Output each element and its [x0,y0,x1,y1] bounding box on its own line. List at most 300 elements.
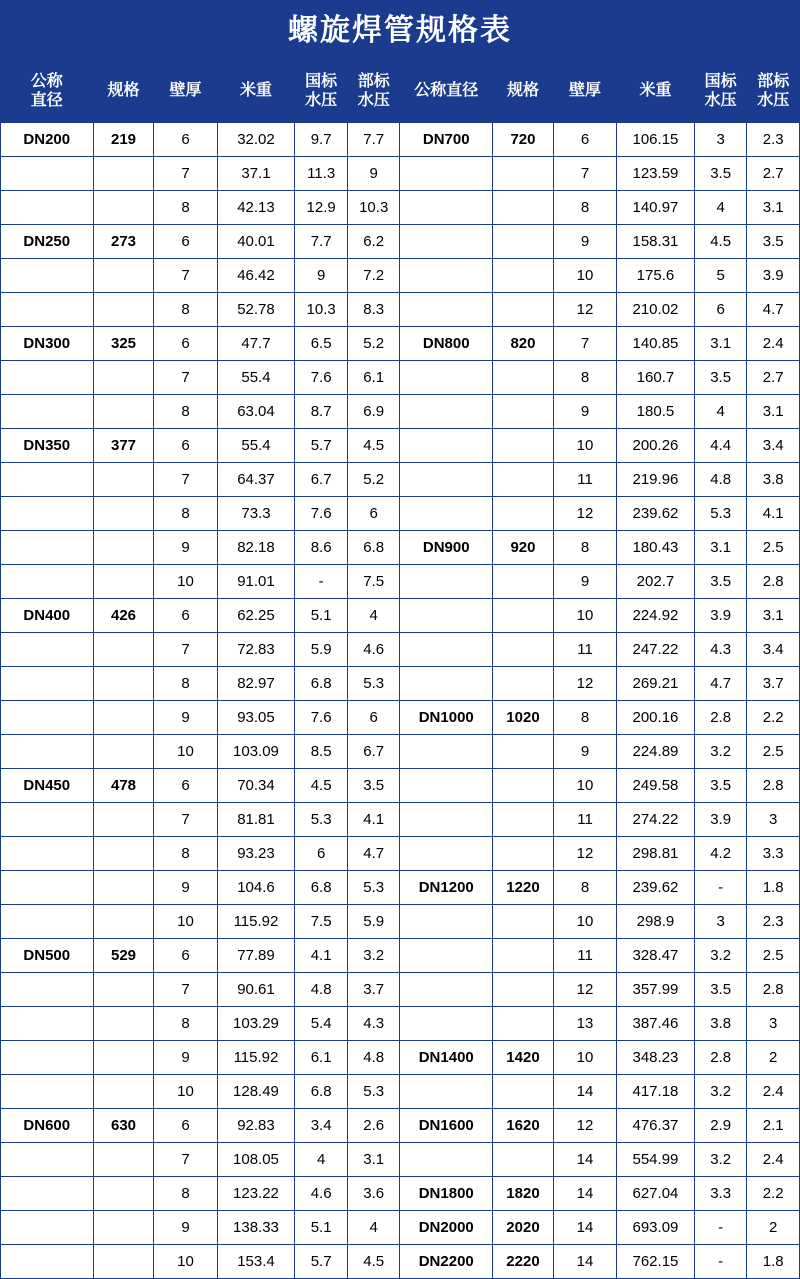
cell-gb-left: 6.7 [295,463,348,497]
cell-wt-left: 64.37 [217,463,295,497]
cell-dn-right [400,497,493,531]
cell-size-right: 1820 [493,1177,554,1211]
cell-bb-left: 3.1 [347,1143,400,1177]
cell-wt-right: 328.47 [617,939,695,973]
cell-bb-left: 6 [347,497,400,531]
table-row [1,1245,800,1279]
cell-dn-right: DN1600 [400,1109,493,1143]
cell-wall-right: 9 [553,735,616,769]
cell-dn-right [400,735,493,769]
cell-bb-right: 2 [747,1041,800,1075]
table-row [1,1007,800,1041]
header-bb-pressure-left [347,61,400,123]
cell-bb-right: 3.9 [747,259,800,293]
cell-wall-left: 6 [154,225,217,259]
page-title: 螺旋焊管规格表 [0,0,800,60]
cell-dn-left: DN350 [1,429,94,463]
cell-dn-left [1,463,94,497]
cell-wt-right: 200.26 [617,429,695,463]
cell-size-left [93,701,154,735]
cell-wall-right: 7 [553,327,616,361]
table-row [1,1211,800,1245]
cell-wt-right: 106.15 [617,123,695,157]
cell-wt-left: 90.61 [217,973,295,1007]
cell-bb-right: 3.1 [747,395,800,429]
cell-wt-left: 108.05 [217,1143,295,1177]
cell-gb-left: 9 [295,259,348,293]
cell-wt-left: 103.29 [217,1007,295,1041]
cell-dn-right [400,769,493,803]
cell-wt-right: 762.15 [617,1245,695,1279]
cell-wall-right: 6 [553,123,616,157]
cell-wall-left: 9 [154,871,217,905]
cell-size-right: 720 [493,123,554,157]
cell-bb-left: 4.1 [347,803,400,837]
header-line1: 壁厚 [169,82,202,100]
cell-bb-right: 2.4 [747,1075,800,1109]
cell-size-left: 630 [93,1109,154,1143]
cell-gb-right: 3.5 [694,769,747,803]
cell-wt-left: 62.25 [217,599,295,633]
cell-bb-right: 2.5 [747,531,800,565]
table-row [1,599,800,633]
table-row [1,667,800,701]
header-line1: 米重 [239,82,272,100]
cell-gb-right: 5 [694,259,747,293]
header-size-right [493,61,554,123]
cell-size-right [493,395,554,429]
cell-bb-left: 6.8 [347,531,400,565]
cell-gb-left: 4.8 [295,973,348,1007]
cell-wt-left: 63.04 [217,395,295,429]
cell-wt-right: 224.89 [617,735,695,769]
cell-dn-right: DN800 [400,327,493,361]
cell-size-right [493,939,554,973]
cell-wall-left: 8 [154,293,217,327]
cell-wall-right: 14 [553,1075,616,1109]
cell-gb-right: 2.8 [694,701,747,735]
cell-dn-right [400,1075,493,1109]
cell-bb-left: 5.2 [347,327,400,361]
table-row [1,225,800,259]
cell-bb-right: 3 [747,1007,800,1041]
cell-wall-right: 11 [553,463,616,497]
cell-wt-right: 180.43 [617,531,695,565]
cell-size-right [493,497,554,531]
cell-wt-left: 32.02 [217,123,295,157]
cell-wt-right: 298.81 [617,837,695,871]
table-row [1,157,800,191]
cell-dn-right [400,259,493,293]
cell-gb-left: 6.8 [295,871,348,905]
table-row [1,395,800,429]
cell-wall-left: 7 [154,259,217,293]
table-row [1,497,800,531]
cell-gb-left: 8.5 [295,735,348,769]
cell-wt-right: 158.31 [617,225,695,259]
cell-gb-left: 4.5 [295,769,348,803]
cell-wt-left: 82.97 [217,667,295,701]
cell-dn-right [400,667,493,701]
cell-bb-right: 3.5 [747,225,800,259]
cell-dn-left: DN200 [1,123,94,157]
cell-gb-right: 3.5 [694,565,747,599]
cell-wall-right: 10 [553,1041,616,1075]
header-weight-per-meter-left [217,61,295,123]
cell-wall-left: 8 [154,837,217,871]
cell-wall-left: 10 [154,1075,217,1109]
cell-wall-right: 12 [553,293,616,327]
cell-wall-right: 11 [553,803,616,837]
cell-wall-left: 9 [154,1211,217,1245]
cell-gb-left: 4.1 [295,939,348,973]
cell-wall-right: 7 [553,157,616,191]
cell-bb-left: 3.7 [347,973,400,1007]
header-line1: 国标 [704,73,737,91]
cell-gb-right: 3.5 [694,973,747,1007]
cell-dn-right: DN1200 [400,871,493,905]
cell-bb-left: 2.6 [347,1109,400,1143]
cell-wall-right: 10 [553,259,616,293]
cell-wall-left: 10 [154,1245,217,1279]
cell-size-right [493,1075,554,1109]
cell-bb-right: 3.4 [747,633,800,667]
cell-dn-left [1,1075,94,1109]
cell-size-left [93,157,154,191]
cell-size-right: 1620 [493,1109,554,1143]
cell-size-left [93,1007,154,1041]
cell-size-left [93,259,154,293]
cell-wall-left: 7 [154,463,217,497]
cell-wall-left: 6 [154,327,217,361]
cell-wt-left: 104.6 [217,871,295,905]
cell-gb-left: 8.7 [295,395,348,429]
cell-dn-right [400,293,493,327]
cell-bb-left: 8.3 [347,293,400,327]
table-row [1,973,800,1007]
cell-wt-right: 224.92 [617,599,695,633]
cell-dn-right [400,225,493,259]
cell-gb-right: - [694,871,747,905]
header-line1: 公称直径 [414,82,479,100]
cell-bb-right: 2.1 [747,1109,800,1143]
cell-dn-right [400,191,493,225]
cell-bb-right: 2 [747,1211,800,1245]
cell-dn-right [400,973,493,1007]
header-wall-thickness-right [553,61,616,123]
cell-wt-right: 175.6 [617,259,695,293]
cell-size-right [493,293,554,327]
cell-gb-right: 4 [694,395,747,429]
cell-bb-left: 7.2 [347,259,400,293]
cell-bb-right: 3 [747,803,800,837]
cell-size-right [493,803,554,837]
cell-wall-right: 8 [553,361,616,395]
cell-wall-right: 10 [553,905,616,939]
cell-dn-left [1,395,94,429]
cell-bb-left: 6.9 [347,395,400,429]
cell-size-left [93,905,154,939]
cell-wt-right: 219.96 [617,463,695,497]
cell-gb-right: 2.9 [694,1109,747,1143]
cell-size-right [493,463,554,497]
cell-gb-right: 3.2 [694,1075,747,1109]
cell-bb-left: 10.3 [347,191,400,225]
cell-bb-left: 5.3 [347,1075,400,1109]
cell-bb-right: 3.1 [747,599,800,633]
cell-wt-right: 627.04 [617,1177,695,1211]
cell-wall-left: 7 [154,157,217,191]
header-line1: 国标 [305,73,338,91]
cell-gb-right: 3.2 [694,1143,747,1177]
cell-wt-left: 103.09 [217,735,295,769]
header-line1: 规格 [506,82,539,100]
cell-bb-right: 2.2 [747,1177,800,1211]
cell-dn-left: DN450 [1,769,94,803]
cell-wt-left: 77.89 [217,939,295,973]
table-row [1,1041,800,1075]
table-row [1,429,800,463]
cell-bb-left: 4.3 [347,1007,400,1041]
cell-bb-right: 4.7 [747,293,800,327]
cell-bb-right: 3.7 [747,667,800,701]
table-row [1,701,800,735]
cell-bb-right: 4.1 [747,497,800,531]
cell-wall-left: 6 [154,1109,217,1143]
spec-table [0,60,800,1279]
cell-bb-left: 7.7 [347,123,400,157]
cell-wt-left: 115.92 [217,905,295,939]
cell-bb-left: 4.7 [347,837,400,871]
cell-wt-left: 138.33 [217,1211,295,1245]
cell-wall-right: 12 [553,837,616,871]
cell-wall-right: 10 [553,429,616,463]
cell-wall-left: 9 [154,531,217,565]
cell-dn-left [1,259,94,293]
cell-wt-left: 72.83 [217,633,295,667]
cell-dn-left [1,735,94,769]
cell-bb-right: 2.7 [747,361,800,395]
cell-dn-left [1,1245,94,1279]
cell-wt-right: 200.16 [617,701,695,735]
cell-size-right [493,769,554,803]
cell-bb-left: 4.5 [347,429,400,463]
cell-wall-left: 6 [154,599,217,633]
cell-wt-left: 123.22 [217,1177,295,1211]
cell-bb-left: 3.6 [347,1177,400,1211]
header-nominal-diameter-left [1,61,94,123]
header-nominal-diameter-right [400,61,493,123]
cell-wt-left: 92.83 [217,1109,295,1143]
cell-size-right: 2220 [493,1245,554,1279]
header-line1: 部标 [757,73,790,91]
cell-wt-right: 210.02 [617,293,695,327]
cell-dn-right [400,837,493,871]
cell-dn-right: DN900 [400,531,493,565]
header-line1: 部标 [357,73,390,91]
cell-wt-right: 357.99 [617,973,695,1007]
cell-wt-right: 239.62 [617,871,695,905]
cell-wt-right: 140.85 [617,327,695,361]
cell-dn-left [1,531,94,565]
cell-dn-right [400,1007,493,1041]
cell-gb-right: 6 [694,293,747,327]
cell-gb-left: 4 [295,1143,348,1177]
cell-wall-left: 7 [154,361,217,395]
cell-bb-left: 3.2 [347,939,400,973]
cell-dn-left [1,1041,94,1075]
cell-wt-left: 55.4 [217,429,295,463]
table-row [1,531,800,565]
cell-size-left [93,497,154,531]
cell-size-right: 820 [493,327,554,361]
table-row [1,327,800,361]
cell-gb-left: 5.1 [295,1211,348,1245]
cell-bb-left: 4.8 [347,1041,400,1075]
cell-dn-left: DN600 [1,1109,94,1143]
cell-wall-right: 14 [553,1245,616,1279]
cell-gb-right: 3.9 [694,599,747,633]
cell-gb-left: 5.4 [295,1007,348,1041]
cell-wall-right: 10 [553,599,616,633]
table-row [1,1109,800,1143]
cell-wt-left: 81.81 [217,803,295,837]
cell-size-left [93,1041,154,1075]
table-row [1,1075,800,1109]
cell-gb-right: - [694,1211,747,1245]
header-line2: 水压 [357,91,390,109]
cell-bb-right: 2.8 [747,973,800,1007]
cell-gb-right: 2.8 [694,1041,747,1075]
cell-gb-right: 3.5 [694,361,747,395]
table-row [1,1143,800,1177]
cell-dn-left [1,633,94,667]
cell-wt-left: 47.7 [217,327,295,361]
cell-dn-left [1,361,94,395]
table-row [1,463,800,497]
cell-wall-left: 9 [154,1041,217,1075]
cell-wall-left: 10 [154,565,217,599]
cell-bb-right: 2.7 [747,157,800,191]
cell-bb-left: 5.3 [347,667,400,701]
table-row [1,633,800,667]
cell-bb-right: 3.4 [747,429,800,463]
cell-size-left [93,1143,154,1177]
cell-size-left: 377 [93,429,154,463]
cell-bb-right: 3.1 [747,191,800,225]
header-line1: 米重 [639,82,672,100]
cell-gb-left: 6 [295,837,348,871]
cell-wt-left: 115.92 [217,1041,295,1075]
cell-size-right [493,361,554,395]
cell-bb-left: 5.2 [347,463,400,497]
cell-wall-left: 10 [154,905,217,939]
cell-gb-right: 4 [694,191,747,225]
cell-size-left [93,531,154,565]
cell-wall-right: 9 [553,225,616,259]
cell-dn-right: DN2200 [400,1245,493,1279]
cell-wt-right: 239.62 [617,497,695,531]
cell-wall-left: 8 [154,395,217,429]
cell-size-right [493,735,554,769]
cell-size-left [93,395,154,429]
cell-gb-right: 3 [694,905,747,939]
cell-wt-left: 82.18 [217,531,295,565]
cell-dn-left [1,973,94,1007]
cell-bb-right: 2.5 [747,939,800,973]
table-body [1,123,800,1279]
cell-dn-right [400,361,493,395]
cell-size-left [93,361,154,395]
cell-bb-left: 5.3 [347,871,400,905]
cell-dn-left [1,1143,94,1177]
cell-size-right [493,157,554,191]
cell-size-left [93,803,154,837]
cell-wall-left: 7 [154,803,217,837]
cell-bb-right: 1.8 [747,871,800,905]
cell-dn-left [1,837,94,871]
cell-gb-right: - [694,1245,747,1279]
table-row [1,769,800,803]
cell-bb-right: 1.8 [747,1245,800,1279]
cell-gb-left: 6.5 [295,327,348,361]
cell-wall-right: 11 [553,939,616,973]
table-row [1,871,800,905]
cell-wall-left: 7 [154,973,217,1007]
cell-size-right [493,905,554,939]
cell-size-left [93,735,154,769]
cell-dn-left: DN500 [1,939,94,973]
cell-size-right [493,667,554,701]
cell-wall-right: 14 [553,1143,616,1177]
cell-bb-left: 6.2 [347,225,400,259]
header-line1: 壁厚 [569,82,602,100]
cell-size-left: 325 [93,327,154,361]
cell-gb-right: 3.1 [694,327,747,361]
cell-size-left: 273 [93,225,154,259]
cell-gb-right: 3.1 [694,531,747,565]
cell-wall-right: 10 [553,769,616,803]
cell-dn-left [1,803,94,837]
cell-wt-left: 40.01 [217,225,295,259]
cell-size-right [493,1007,554,1041]
cell-wall-right: 13 [553,1007,616,1041]
cell-wall-right: 8 [553,701,616,735]
table-row [1,803,800,837]
cell-size-right [493,191,554,225]
table-header-row [1,61,800,123]
cell-wall-right: 8 [553,871,616,905]
cell-dn-left [1,191,94,225]
cell-gb-right: 4.4 [694,429,747,463]
header-size-left [93,61,154,123]
cell-gb-left: 12.9 [295,191,348,225]
cell-gb-right: 4.8 [694,463,747,497]
cell-dn-right: DN1800 [400,1177,493,1211]
cell-wt-left: 46.42 [217,259,295,293]
cell-gb-left: 7.6 [295,497,348,531]
cell-wt-right: 274.22 [617,803,695,837]
cell-dn-right [400,905,493,939]
cell-size-right [493,259,554,293]
cell-dn-left [1,1211,94,1245]
cell-gb-left: 5.7 [295,1245,348,1279]
cell-size-left [93,973,154,1007]
cell-wt-left: 91.01 [217,565,295,599]
cell-gb-right: 3.5 [694,157,747,191]
cell-size-right [493,973,554,1007]
cell-wt-right: 348.23 [617,1041,695,1075]
